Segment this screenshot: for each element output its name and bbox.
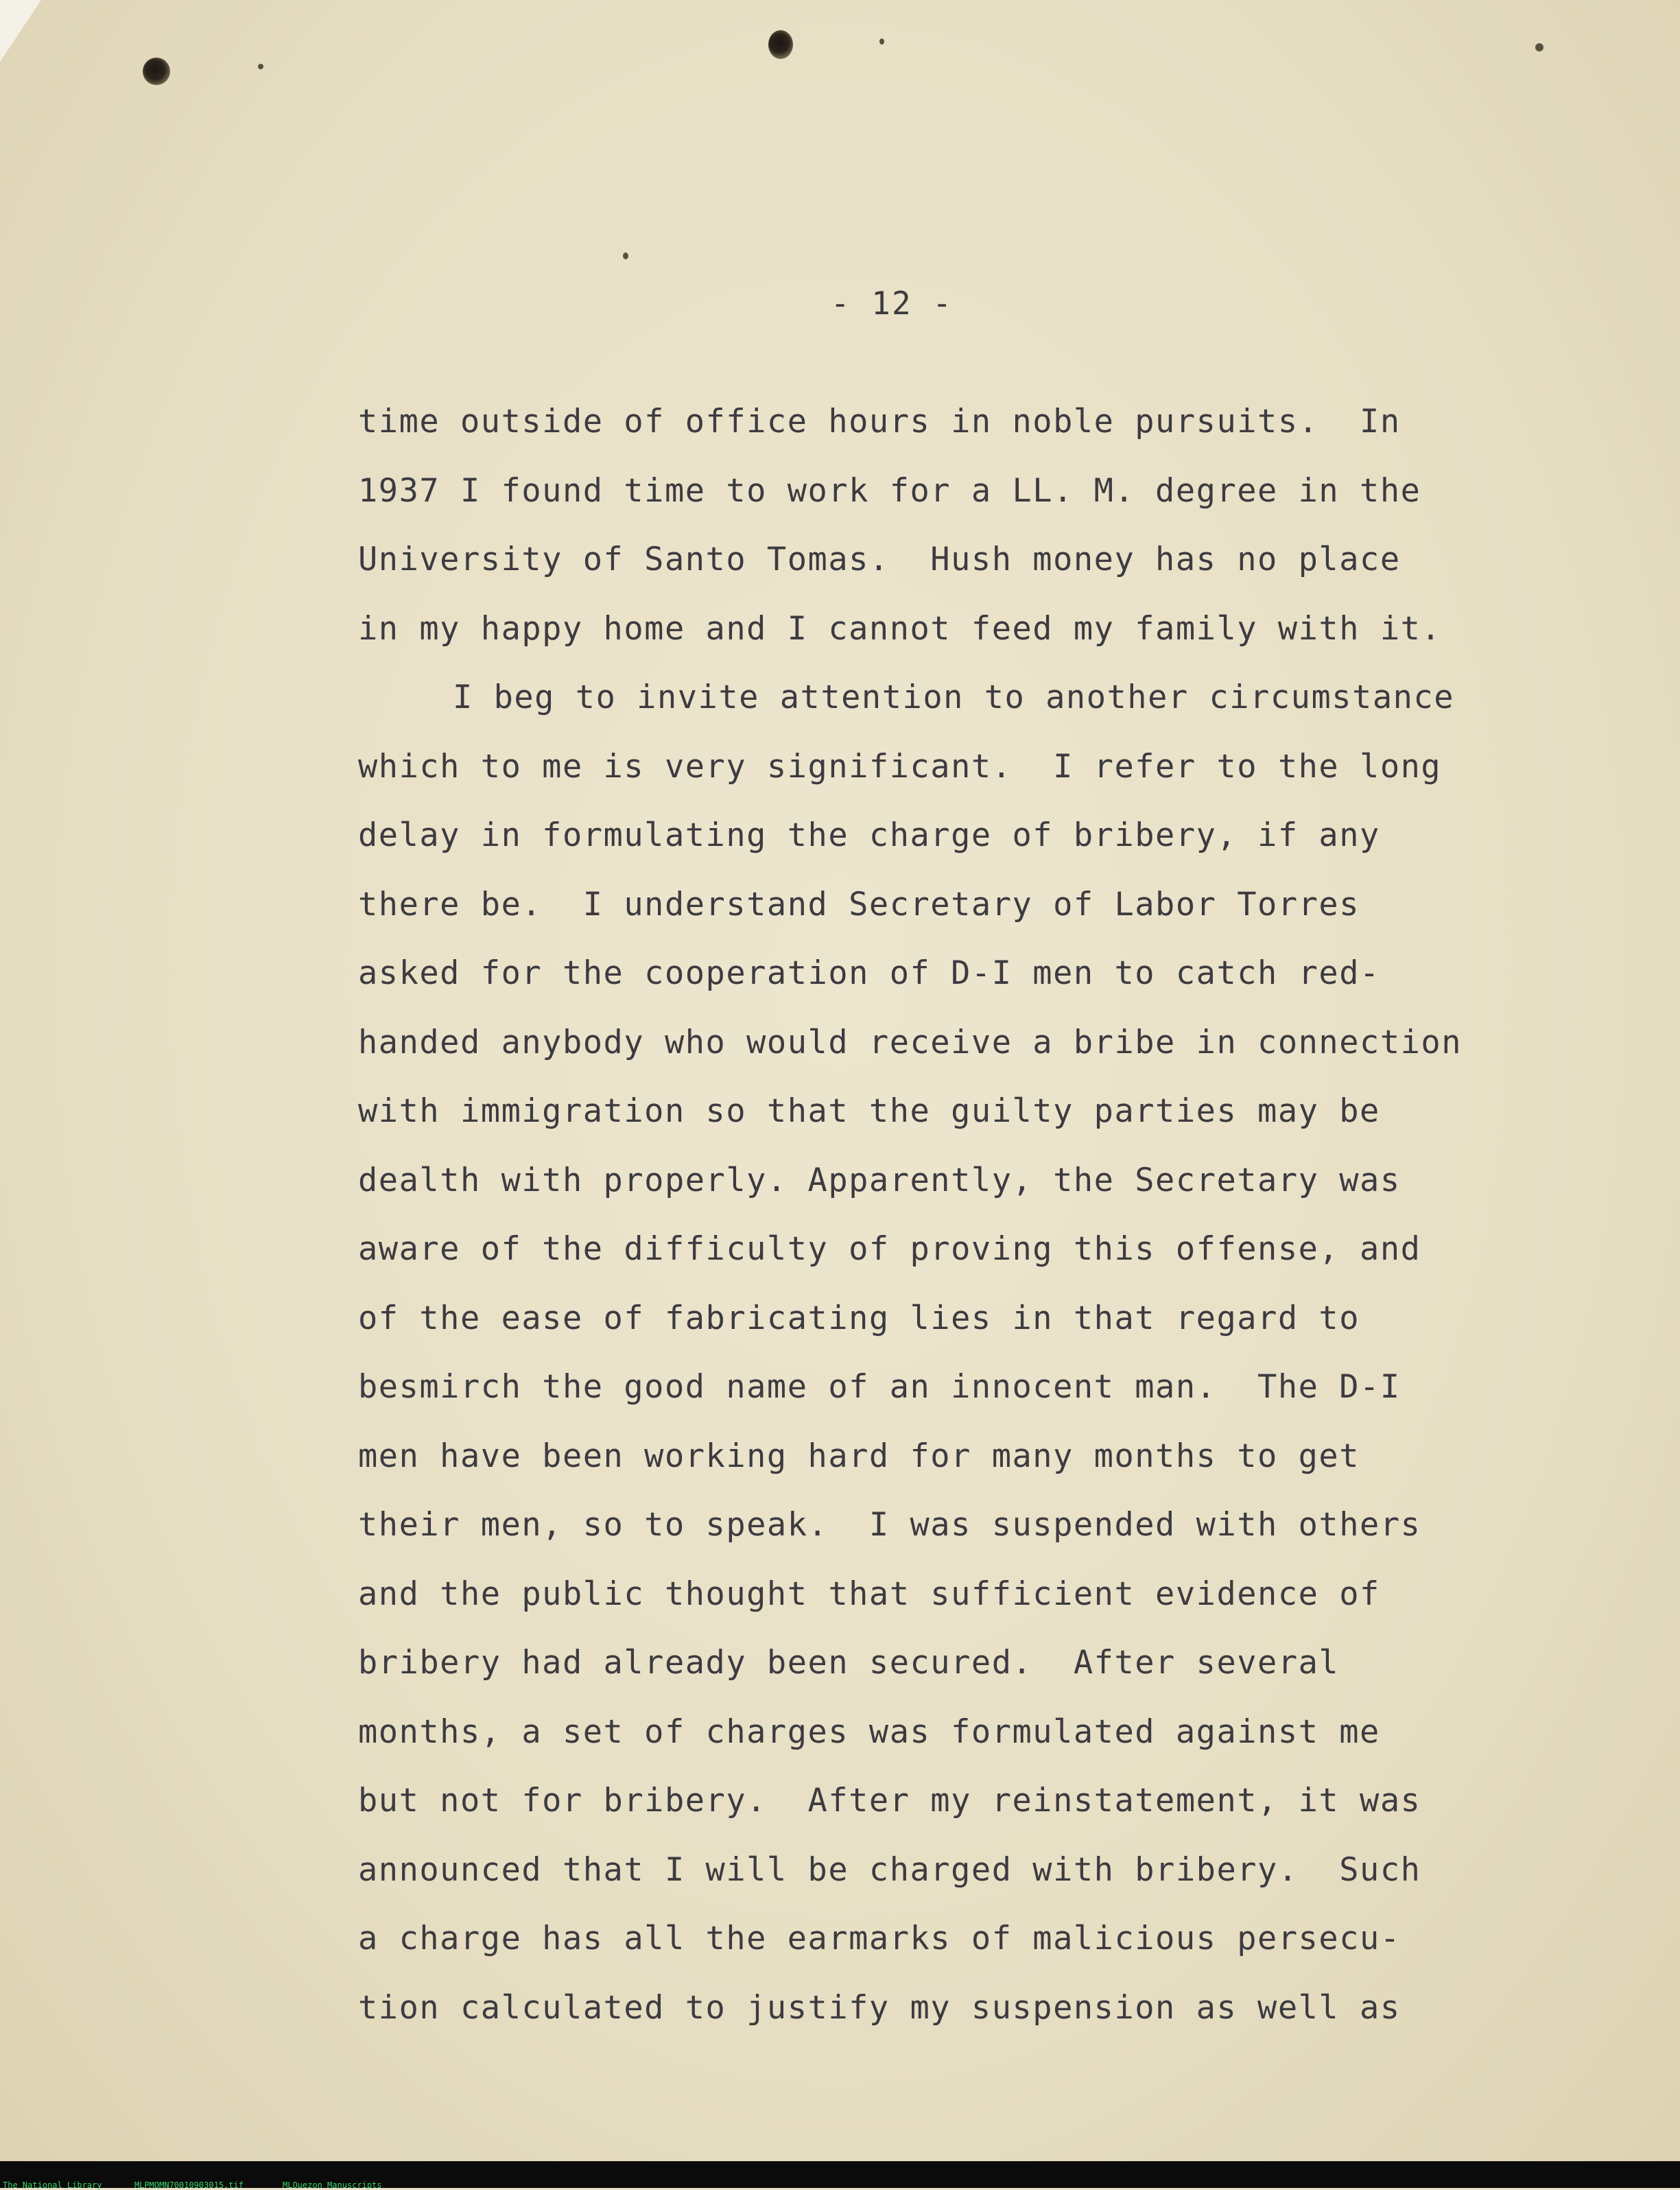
footer-collection: MLQuezon Manuscripts (283, 2180, 382, 2190)
text-line: a charge has all the earmarks of malicious persecu- (358, 1920, 1401, 1957)
punch-hole-left (143, 58, 170, 85)
text-line: with immigration so that the guilty parties may be (358, 1092, 1380, 1130)
speck-mark (258, 64, 263, 69)
text-line: there be. I understand Secretary of Labor Torres (358, 885, 1360, 923)
folded-corner (0, 0, 41, 62)
footer-institution: The National Library (3, 2180, 102, 2190)
text-line: bribery had already been secured. After several (358, 1644, 1340, 1682)
text-line: which to me is very significant. I refer to the long (358, 747, 1442, 786)
text-line: aware of the difficulty of proving this offense, and (358, 1230, 1421, 1268)
text-line: time outside of office hours in noble pursuits. In (358, 403, 1401, 440)
text-line: handed anybody who would receive a bribe in connection (358, 1023, 1463, 1061)
text-line: in my happy home and I cannot feed my family with it. (358, 609, 1442, 648)
text-line: 1937 I found time to work for a LL. M. degree in the (358, 471, 1421, 510)
text-line: their men, so to speak. I was suspended with others (358, 1506, 1421, 1544)
text-line: dealth with properly. Apparently, the Secretary was (358, 1161, 1401, 1199)
text-line: asked for the cooperation of D-I men to catch red- (358, 954, 1380, 992)
punch-hole-center (768, 30, 793, 59)
text-line: tion calculated to justify my suspension as well as (358, 1988, 1401, 2027)
text-line: and the public thought that sufficient evidence of (358, 1575, 1380, 1613)
text-line: University of Santo Tomas. Hush money has no place (358, 541, 1401, 578)
scan-footer-bar (0, 2161, 1680, 2188)
text-line: besmirch the good name of an innocent man. The D-I (358, 1368, 1401, 1406)
text-line: of the ease of fabricating lies in that regard to (358, 1299, 1360, 1337)
text-line: men have been working hard for many months to get (358, 1437, 1360, 1475)
speck-mark (1535, 43, 1543, 51)
typed-body-text (358, 388, 1538, 2042)
speck-mark (879, 38, 884, 45)
page-number: - 12 - (830, 285, 954, 322)
speck-mark (623, 252, 628, 259)
text-line: but not for bribery. After my reinstatement, it was (358, 1782, 1421, 1820)
text-line: I beg to invite attention to another circumstance (453, 679, 1455, 716)
text-line: announced that I will be charged with bribery. Such (358, 1850, 1421, 1889)
text-line: months, a set of charges was formulated against me (358, 1712, 1380, 1751)
footer-filename: MLPMQMN70010903015.tif (134, 2180, 244, 2190)
text-line: delay in formulating the charge of bribery, if any (358, 816, 1380, 854)
